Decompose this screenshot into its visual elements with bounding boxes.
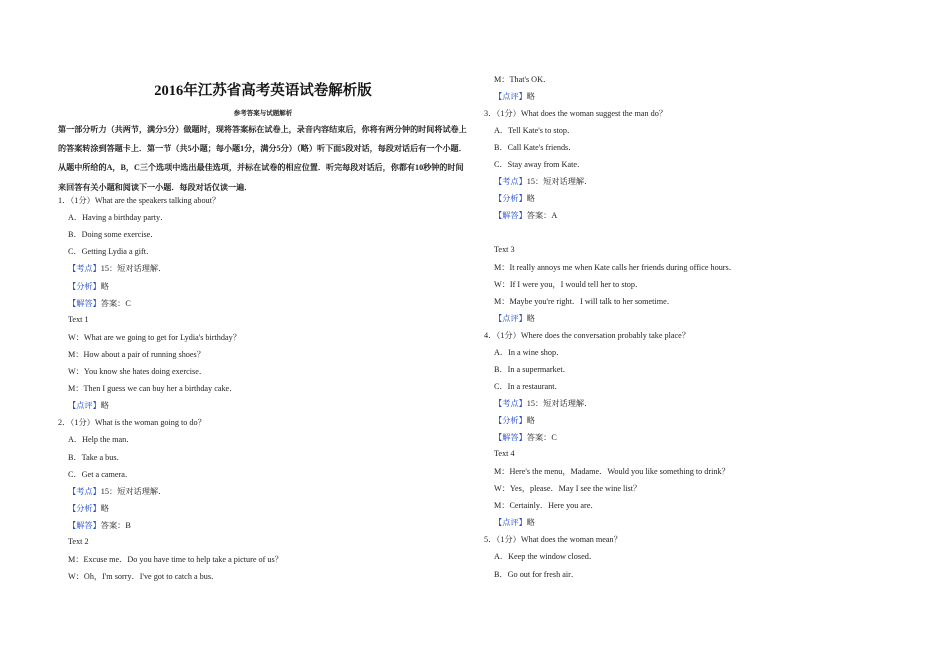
question-line: [484, 330, 690, 341]
line-text: Text 4: [494, 449, 515, 458]
answer-dianping-line: [494, 313, 535, 324]
line-text: M：It really annoys me when Kate calls her friends during office hours．: [494, 263, 737, 272]
line-text: 1．（1分）What are the speakers talking about？: [58, 196, 221, 205]
line-text: B．Doing some exercise．: [68, 230, 159, 240]
line-text: B．Take a bus．: [68, 452, 125, 462]
line-text: C．Get a camera．: [68, 469, 134, 479]
line-text: 略: [100, 281, 109, 291]
line-text: B．Call Kate's friends．: [494, 143, 577, 152]
line-text: 3．（1分）What does the woman suggest the man do？: [484, 109, 668, 118]
line-text: 15：短对话理解．: [100, 486, 167, 496]
text-line: [68, 452, 125, 463]
text-line: [68, 469, 133, 480]
text-line: [494, 364, 571, 375]
line-text: 答案：C: [526, 433, 557, 442]
question-line: [484, 108, 667, 119]
line-text: 15：短对话理解．: [526, 177, 593, 186]
line-text: M：Excuse me．Do you have time to help take a picture of us？: [68, 555, 283, 565]
tag-dianping: 【点评】: [494, 518, 527, 527]
line-text: 答案：B: [100, 520, 131, 530]
line-text: W：Yes，please．May I see the wine list？: [494, 484, 642, 493]
tag-dianping: 【点评】: [494, 92, 527, 101]
tag-kaodian: 【考点】: [68, 486, 101, 496]
line-text: C．Getting Lydia a gift．: [68, 247, 155, 257]
line-text: 略: [526, 92, 535, 101]
line-text: A．Having a birthday party．: [68, 213, 169, 223]
line-text: M：Then I guess we can buy her a birthday cake．: [68, 384, 238, 394]
page-title: 2016年江苏省高考英语试卷解析版: [154, 83, 372, 99]
line-text: M：That's OK．: [494, 75, 552, 84]
line-text: B．Go out for fresh air．: [494, 570, 580, 579]
line-text: C．In a restaurant．: [494, 382, 563, 391]
section-intro: 第一部分听力（共两节，满分5分）做题时，现将答案标在试卷上，录音内容结束后，你将有两分钟的时间将试卷上的答案转涂到答题卡上．第一节（共5小题；每小题1分，满分5分）（略）听下面5段对话，每段对话后有一个小题．从题中所给的A，B，C三个选项中选出最佳选项，并标在试卷的相应位置．听完每段对话后，你都有10秒钟的时间来回答有关小题和阅读下一小题．每段对话仅读一遍．: [58, 125, 467, 192]
text-line: [494, 466, 730, 477]
answer-dianping-line: [494, 91, 535, 102]
text-line: [68, 383, 237, 394]
answer-dianping-line: [68, 400, 109, 411]
tag-kaodian: 【考点】: [494, 177, 527, 186]
answer-dianping-line: [494, 517, 535, 528]
tag-jieda: 【解答】: [68, 520, 101, 530]
page-subtitle: 参考答案与试题解析: [233, 110, 293, 117]
line-text: W：You know she hates doing exercise．: [68, 367, 208, 376]
answer-kaodian-line: [494, 398, 592, 409]
text-line: [494, 381, 563, 392]
answer-jieda-line: [494, 210, 557, 221]
text-line: [68, 366, 207, 377]
line-text: 答案：A: [526, 211, 558, 220]
answer-fenxi-line: [68, 503, 109, 514]
line-text: A．Keep the window closed．: [494, 552, 598, 561]
text-line: [68, 571, 219, 582]
tag-dianping: 【点评】: [68, 401, 101, 411]
tag-dianping: 【点评】: [494, 314, 527, 323]
line-text: 答案：C: [100, 298, 131, 308]
line-text: M：Certainly．Here you are．: [494, 501, 599, 510]
text-line: [68, 554, 283, 565]
line-text: 5．（1分）What does the woman mean？: [484, 535, 622, 544]
line-text: A．In a wine shop．: [494, 348, 565, 357]
tag-jieda: 【解答】: [494, 211, 527, 220]
line-text: Text 3: [494, 245, 515, 254]
text-line: [494, 279, 643, 290]
tag-kaodian: 【考点】: [494, 399, 527, 408]
line-text: 略: [100, 401, 109, 411]
line-text: A．Tell Kate's to stop．: [494, 126, 576, 135]
text-line: [68, 246, 154, 257]
tag-fenxi: 【分析】: [68, 281, 101, 291]
line-text: 4．（1分）Where does the conversation probably take place？: [484, 331, 690, 340]
answer-kaodian-line: [68, 486, 166, 497]
text-line: [494, 551, 597, 562]
line-text: M：Here's the menu，Madame．Would you like something to drink？: [494, 467, 730, 476]
line-text: W：Oh，I'm sorry．I've got to catch a bus．: [68, 572, 220, 582]
answer-fenxi-line: [494, 193, 535, 204]
line-text: B．In a supermarket．: [494, 365, 571, 374]
question-line: [58, 195, 220, 206]
text-line: [68, 537, 89, 546]
text-line: [494, 296, 675, 307]
line-text: 略: [100, 503, 109, 513]
text-line: [68, 229, 159, 240]
answer-jieda-line: [68, 298, 131, 309]
line-text: 略: [526, 194, 535, 203]
line-text: 2．（1分）What is the woman going to do？: [58, 418, 206, 428]
text-line: [68, 332, 241, 343]
text-line: [494, 449, 515, 458]
question-line: [484, 534, 622, 545]
answer-jieda-line: [68, 520, 131, 531]
text-line: [494, 347, 564, 358]
text-line: [494, 245, 515, 254]
text-line: [68, 349, 205, 360]
line-text: M：Maybe you're right．I will talk to her sometime．: [494, 297, 675, 306]
tag-fenxi: 【分析】: [68, 503, 101, 513]
text-line: [494, 500, 599, 511]
tag-fenxi: 【分析】: [494, 416, 527, 425]
answer-fenxi-line: [494, 415, 535, 426]
line-text: W：If I were you，I would tell her to stop．: [494, 280, 644, 289]
line-text: 略: [526, 518, 535, 527]
line-text: 略: [526, 416, 535, 425]
text-line: [494, 142, 576, 153]
question-line: [58, 417, 206, 428]
line-text: A．Help the man．: [68, 435, 135, 445]
text-line: [494, 159, 585, 170]
answer-fenxi-line: [68, 281, 109, 292]
line-text: 略: [526, 314, 535, 323]
answer-kaodian-line: [494, 176, 592, 187]
answer-jieda-line: [494, 432, 557, 443]
line-text: 15：短对话理解．: [100, 264, 167, 274]
line-text: Text 2: [68, 537, 89, 546]
text-line: [68, 212, 168, 223]
line-text: Text 1: [68, 314, 89, 324]
answer-kaodian-line: [68, 263, 166, 274]
text-line: [494, 74, 551, 85]
text-line: [494, 125, 575, 136]
line-text: C．Stay away from Kate．: [494, 160, 586, 169]
tag-kaodian: 【考点】: [68, 264, 101, 274]
text-line: [68, 315, 89, 324]
tag-jieda: 【解答】: [68, 298, 101, 308]
text-line: [68, 434, 134, 445]
tag-fenxi: 【分析】: [494, 194, 527, 203]
text-line: [494, 262, 737, 273]
line-text: 15：短对话理解．: [526, 399, 593, 408]
tag-jieda: 【解答】: [494, 433, 527, 442]
line-text: W：What are we going to get for Lydia's birthday？: [68, 332, 241, 342]
text-line: [494, 483, 641, 494]
text-line: [494, 569, 579, 580]
line-text: M：How about a pair of running shoes？: [68, 349, 205, 359]
